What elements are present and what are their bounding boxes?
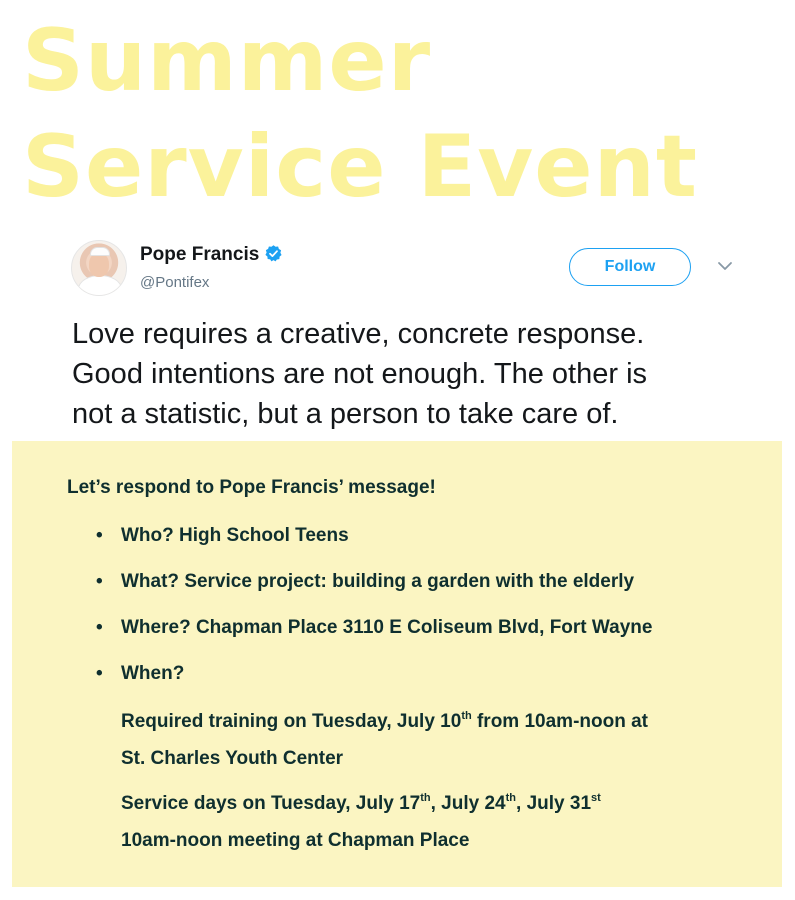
service-meeting-text: 10am-noon meeting at Chapman Place [121,830,470,851]
headline-line-2: Service Event [22,117,698,217]
follow-button[interactable]: Follow [569,248,691,286]
training-time-text: from 10am-noon at [471,711,649,732]
tweet-line-1: Love requires a creative, concrete response. [72,318,645,350]
bullet-where: Where? Chapman Place 3110 E Coliseum Blvd, Fort Wayne [121,617,653,638]
service-date-1: Service days on Tuesday, July 17 [121,793,421,814]
bullet-icon: • [96,663,103,684]
event-headline [22,8,698,220]
event-details-panel [12,441,782,887]
training-details [121,703,648,777]
embedded-tweet [0,236,795,436]
avatar[interactable] [71,240,127,296]
author-name-text: Pope Francis [140,244,260,265]
verified-badge-icon [264,244,283,263]
event-bullet-list [12,524,652,708]
list-item [12,524,652,570]
chevron-down-icon[interactable] [717,260,733,272]
ordinal-suffix: th [505,792,517,804]
bullet-icon: • [96,571,103,592]
bullet-who: Who? High School Teens [121,525,349,546]
list-item [12,570,652,616]
service-date-2: , July 24 [430,793,506,814]
list-item [12,662,652,708]
service-days-details [121,785,601,859]
ordinal-suffix: st [591,792,601,804]
headline-line-1: Summer [22,11,432,111]
ordinal-suffix: th [461,710,472,722]
tweet-line-2: Good intentions are not enough. The other is [72,358,648,390]
list-item [12,616,652,662]
tweet-text [72,314,772,434]
tweet-author-name[interactable] [140,244,283,266]
tweet-line-3: not a statistic, but a person to take care of. [72,398,619,430]
bullet-icon: • [96,525,103,546]
tweet-author-handle[interactable]: @Pontifex [140,274,210,291]
service-date-3: , July 31 [516,793,592,814]
ordinal-suffix: th [420,792,431,804]
training-location-text: St. Charles Youth Center [121,748,344,769]
bullet-icon: • [96,617,103,638]
bullet-when: When? [121,663,185,684]
event-intro: Let’s respond to Pope Francis’ message! [67,477,436,498]
training-date-text: Required training on Tuesday, July 10 [121,711,462,732]
bullet-what: What? Service project: building a garden with the elderly [121,571,635,592]
